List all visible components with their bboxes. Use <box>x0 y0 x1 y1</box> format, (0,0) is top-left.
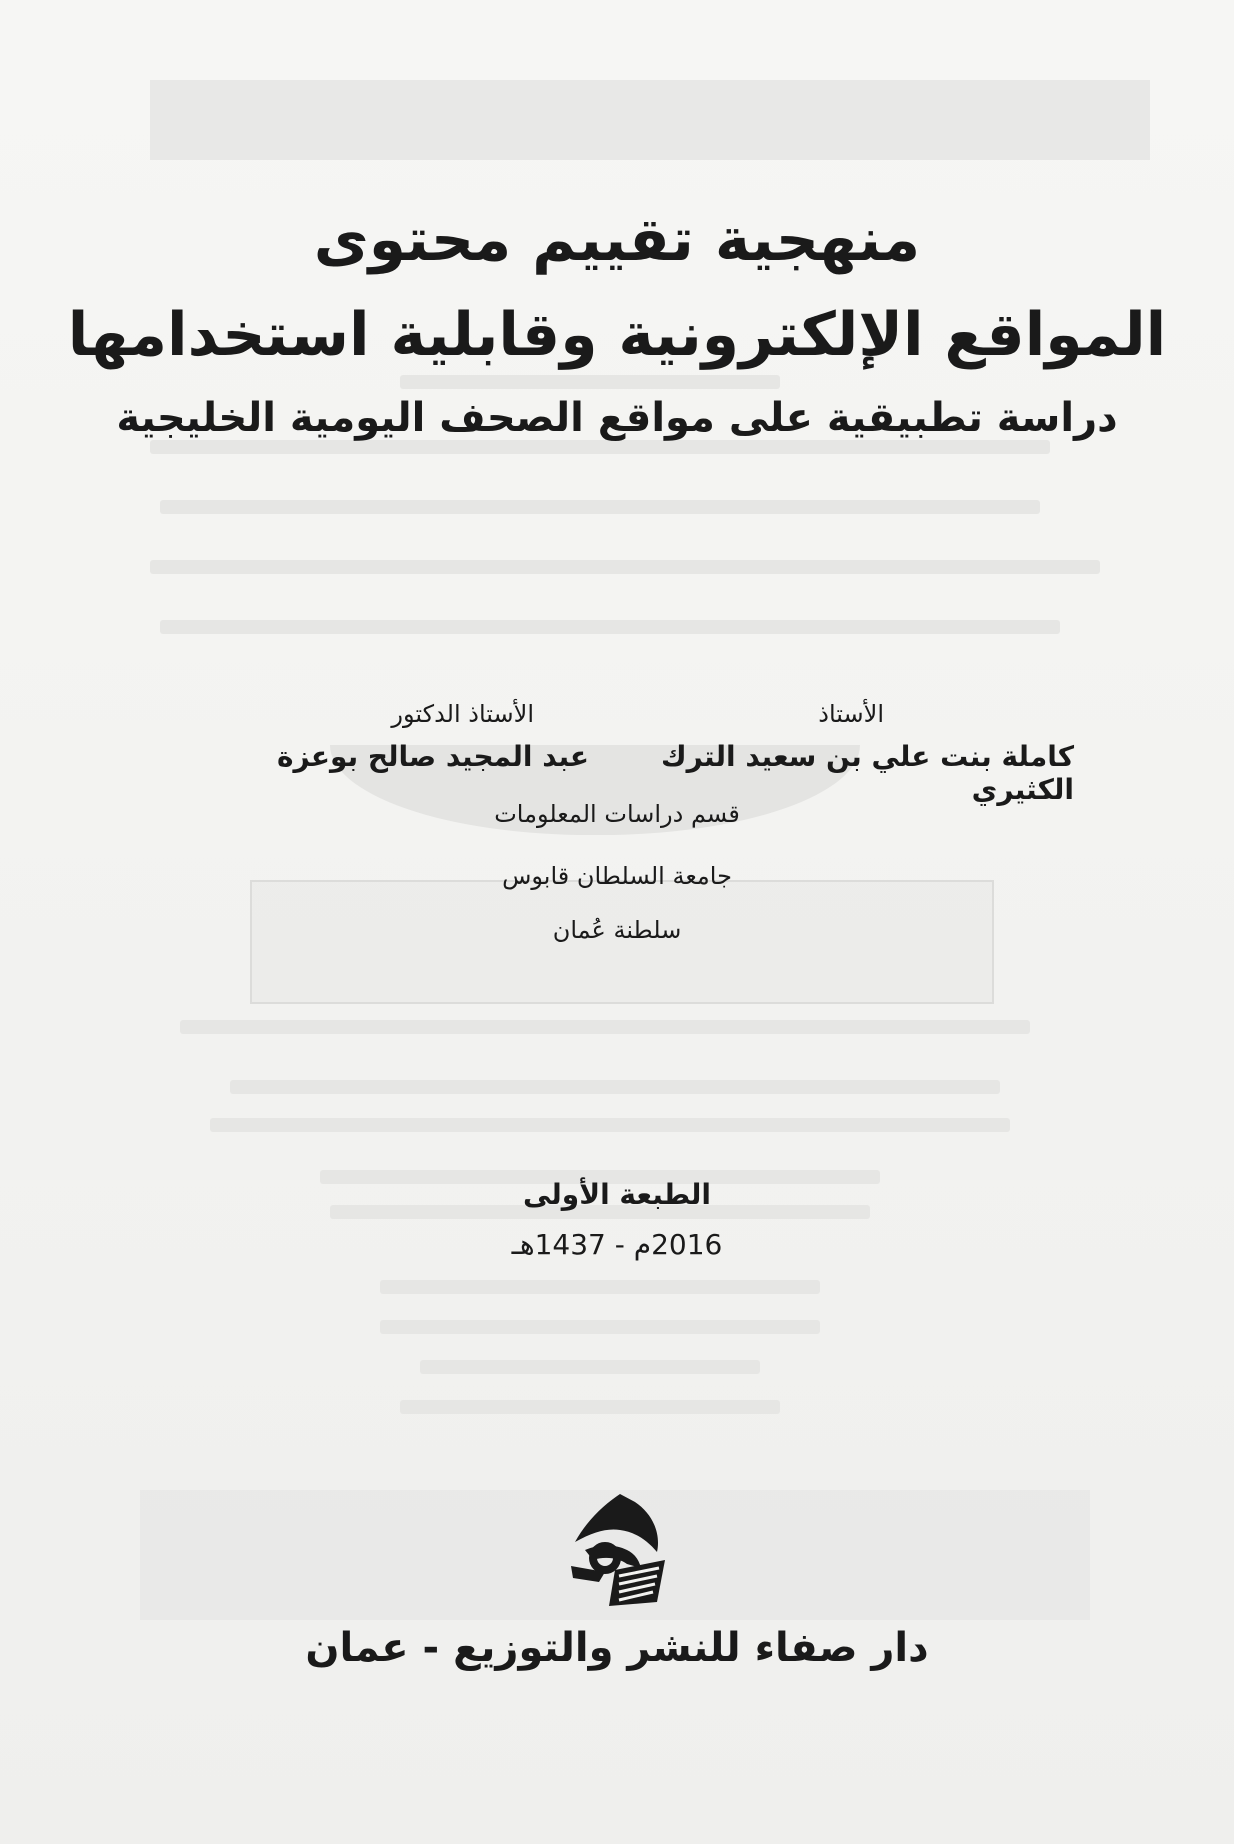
edition-label: الطبعة الأولى <box>522 1178 712 1211</box>
book-subtitle: دراسة تطبيقية على مواقع الصحف اليومية الخليجية <box>116 395 1118 441</box>
book-title-line-2: المواقع الإلكترونية وقابلية استخدامها <box>67 300 1167 370</box>
bleed-through-line <box>230 1080 1000 1094</box>
university: جامعة السلطان قابوس <box>502 862 732 890</box>
book-title-line-1: منهجية تقييم محتوى <box>313 205 921 275</box>
author-2 <box>189 700 589 773</box>
author-1 <box>614 700 1074 806</box>
bleed-through-line <box>400 1400 780 1414</box>
edition-year: 2016م - 1437هـ <box>511 1228 723 1261</box>
bleed-through-band <box>150 80 1150 160</box>
bleed-through-line <box>380 1280 820 1294</box>
bleed-through-line <box>400 375 780 389</box>
publisher-logo-icon <box>565 1490 675 1610</box>
bleed-through-line <box>160 500 1040 514</box>
department: قسم دراسات المعلومات <box>494 800 740 828</box>
publisher-name: دار صفاء للنشر والتوزيع - عمان <box>305 1625 929 1671</box>
bleed-through-line <box>180 1020 1030 1034</box>
bleed-through-line <box>150 560 1100 574</box>
bleed-through-line <box>380 1320 820 1334</box>
country: سلطنة عُمان <box>552 916 682 944</box>
bleed-through-line <box>150 440 1050 454</box>
author-2-name: عبد المجيد صالح بوعزة <box>276 740 589 773</box>
bleed-through-line <box>160 620 1060 634</box>
bleed-through-line <box>420 1360 760 1374</box>
author-2-role: الأستاذ الدكتور <box>391 700 534 728</box>
bleed-through-line <box>210 1118 1010 1132</box>
author-1-name: كاملة بنت علي بن سعيد الترك الكثيري <box>660 740 1074 806</box>
author-1-role: الأستاذ <box>818 700 884 728</box>
